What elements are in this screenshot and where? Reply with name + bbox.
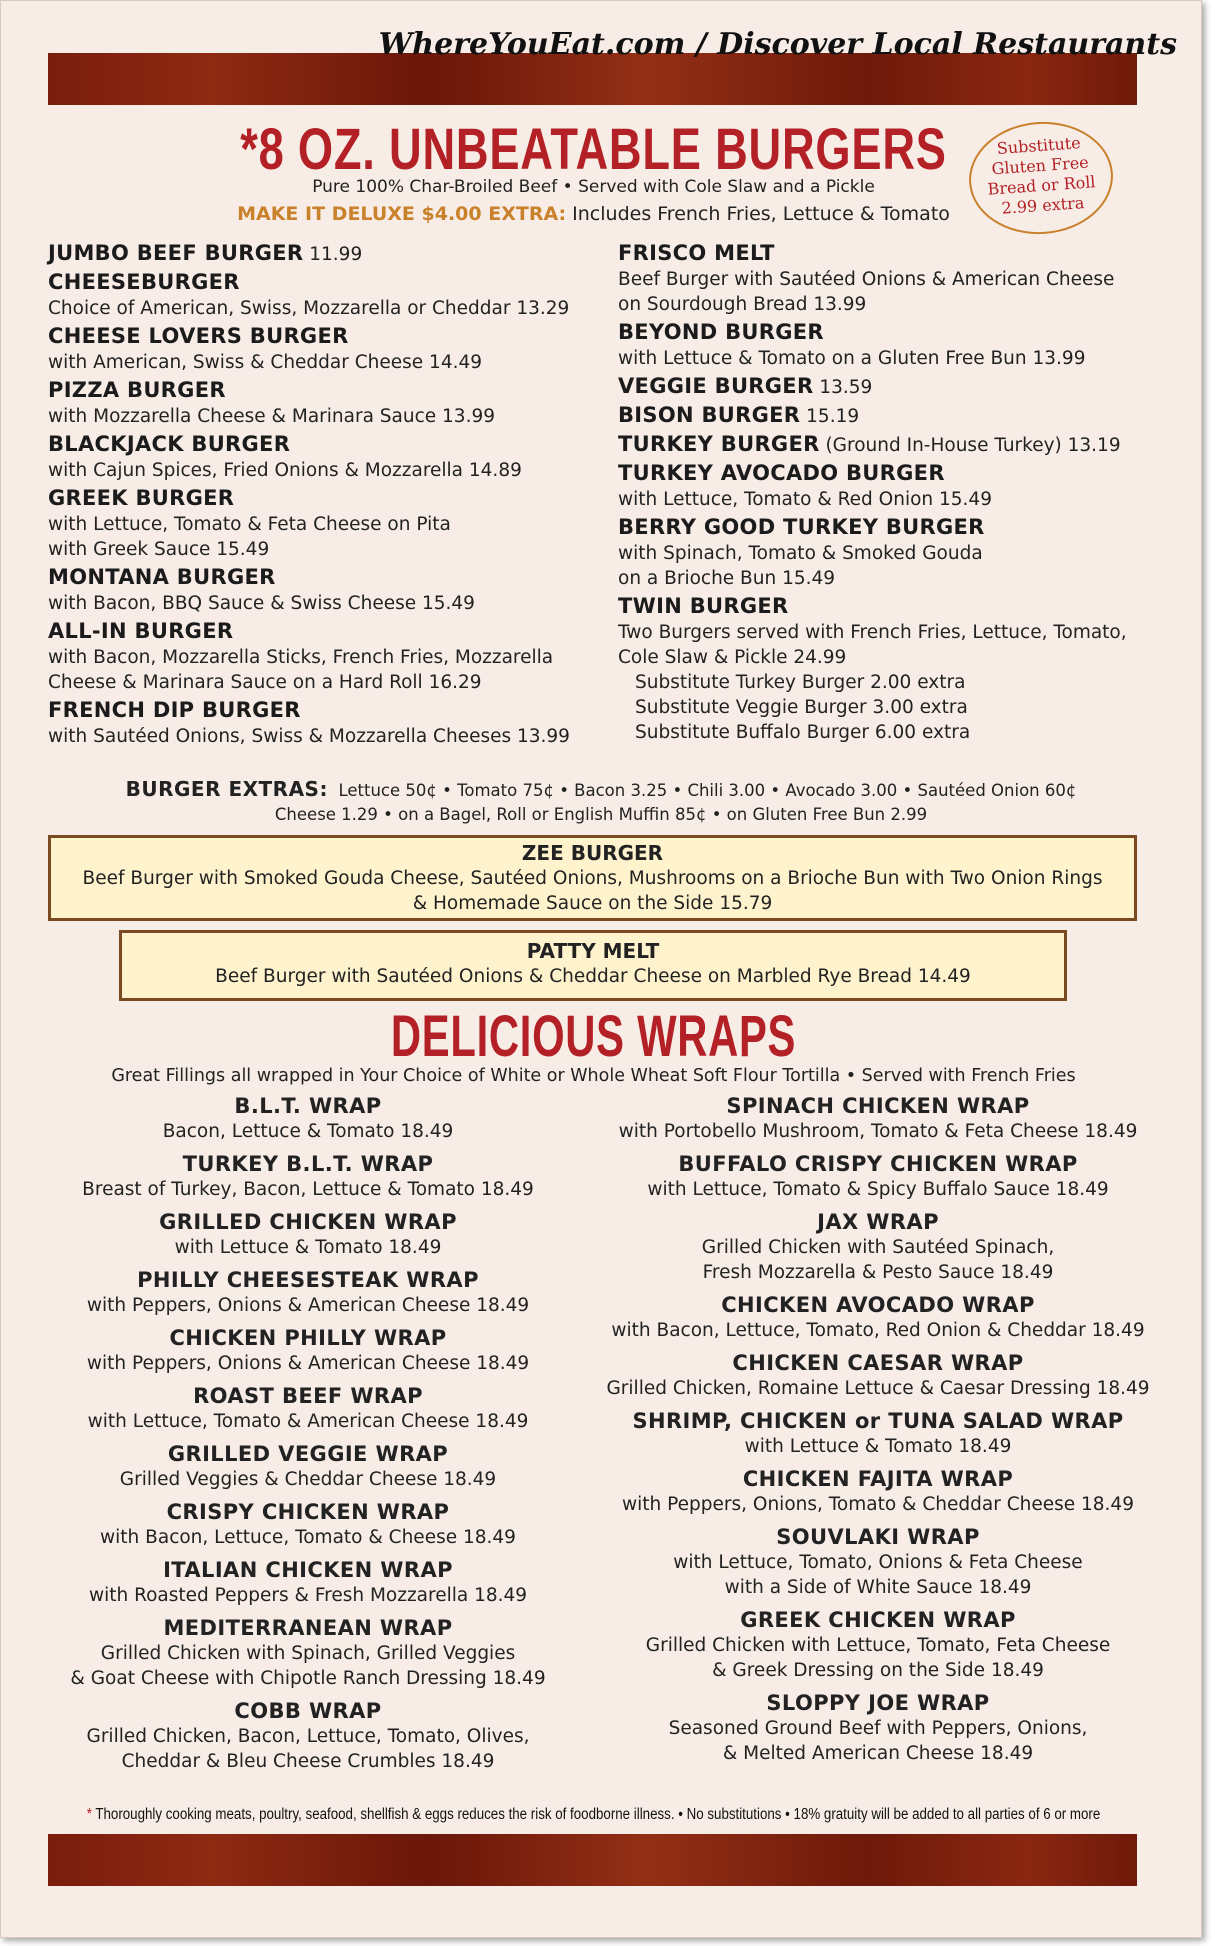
menu-item xyxy=(48,619,608,695)
menu-item-name: PIZZA BURGER xyxy=(48,378,226,402)
zee-burger-name: ZEE BURGER xyxy=(521,841,664,865)
wrap-item-desc: with Peppers, Onions, Tomato & Cheddar Cheese 18.49 xyxy=(622,1494,1134,1515)
patty-melt-box xyxy=(119,930,1067,1001)
footnote xyxy=(84,1806,1103,1824)
wrap-item-desc: with Roasted Peppers & Fresh Mozzarella 18.49 xyxy=(88,1585,528,1606)
wrap-item xyxy=(598,1608,1158,1683)
menu-item-desc: with Lettuce & Tomato on a Gluten Free Bun 13.99 xyxy=(618,348,1086,369)
wrap-item-name: COBB WRAP xyxy=(234,1699,382,1723)
wrap-item xyxy=(48,1616,568,1691)
site-title[interactable]: WhereYouEat.com / Discover Local Restaurants xyxy=(378,27,1177,62)
menu-item-desc: on Sourdough Bread 13.99 xyxy=(618,294,867,315)
gf-line: Substitute xyxy=(996,133,1082,158)
wrap-list-left xyxy=(48,1094,568,1782)
menu-item-desc: Two Burgers served with French Fries, Lettuce, Tomato, xyxy=(618,622,1127,643)
wrap-item xyxy=(598,1525,1158,1600)
menu-item-name: MONTANA BURGER xyxy=(48,565,276,589)
menu-item xyxy=(618,594,1178,745)
wrap-item-name: ITALIAN CHICKEN WRAP xyxy=(163,1558,453,1582)
menu-item-desc: with Lettuce, Tomato & Red Onion 15.49 xyxy=(618,489,992,510)
menu-item-desc: with Sautéed Onions, Swiss & Mozzarella Cheeses 13.99 xyxy=(48,726,570,747)
menu-item-inline: (Ground In-House Turkey) 13.19 xyxy=(825,435,1121,456)
wrap-item xyxy=(48,1326,568,1376)
wrap-item-name: JAX WRAP xyxy=(817,1210,939,1234)
menu-item-desc: with American, Swiss & Cheddar Cheese 14.49 xyxy=(48,352,483,373)
wrap-item-name: SHRIMP, CHICKEN or TUNA SALAD WRAP xyxy=(632,1409,1124,1433)
wrap-item-desc: Breast of Turkey, Bacon, Lettuce & Tomato 18.49 xyxy=(82,1179,534,1200)
deluxe-label: MAKE IT DELUXE $4.00 EXTRA: xyxy=(237,203,567,225)
wrap-item xyxy=(48,1210,568,1260)
menu-item-desc: with Spinach, Tomato & Smoked Gouda xyxy=(618,543,983,564)
wrap-item xyxy=(598,1210,1158,1285)
patty-melt-desc: Beef Burger with Sautéed Onions & Cheddar Cheese on Marbled Rye Bread 14.49 xyxy=(215,966,971,987)
wrap-item xyxy=(48,1152,568,1202)
wrap-item xyxy=(48,1268,568,1318)
wrap-item xyxy=(48,1384,568,1434)
zee-burger-desc-1: Beef Burger with Smoked Gouda Cheese, Sautéed Onions, Mushrooms on a Brioche Bun with Two Onion Rings xyxy=(82,868,1103,889)
menu-item-desc: Beef Burger with Sautéed Onions & American Cheese xyxy=(618,269,1115,290)
wrap-item-desc: & Goat Cheese with Chipotle Ranch Dressing 18.49 xyxy=(70,1668,546,1689)
menu-item xyxy=(48,432,608,483)
menu-item-name: FRENCH DIP BURGER xyxy=(48,698,301,722)
menu-item xyxy=(618,374,1178,400)
burger-extras xyxy=(1,777,1201,827)
patty-melt-name: PATTY MELT xyxy=(526,939,660,963)
wrap-item-desc: Grilled Chicken with Lettuce, Tomato, Feta Cheese xyxy=(645,1635,1111,1656)
menu-item-desc: with Bacon, BBQ Sauce & Swiss Cheese 15.49 xyxy=(48,593,475,614)
wrap-item-desc: with Peppers, Onions & American Cheese 18.49 xyxy=(86,1353,530,1374)
wrap-item-desc: Grilled Chicken, Romaine Lettuce & Caesar Dressing 18.49 xyxy=(606,1378,1150,1399)
wrap-item xyxy=(598,1094,1158,1144)
menu-item xyxy=(48,565,608,616)
wrap-item-desc: Fresh Mozzarella & Pesto Sauce 18.49 xyxy=(702,1262,1054,1283)
wrap-item-name: SOUVLAKI WRAP xyxy=(776,1525,980,1549)
wrap-item-name: GREEK CHICKEN WRAP xyxy=(740,1608,1016,1632)
wrap-item xyxy=(598,1152,1158,1202)
menu-item-desc: Cheese & Marinara Sauce on a Hard Roll 16.29 xyxy=(48,672,482,693)
menu-item-name: CHEESE LOVERS BURGER xyxy=(48,324,349,348)
wrap-item-name: B.L.T. WRAP xyxy=(234,1094,382,1118)
menu-item xyxy=(48,324,608,375)
wrap-item-desc: Grilled Chicken with Sautéed Spinach, xyxy=(701,1237,1055,1258)
wrap-item-name: CHICKEN CAESAR WRAP xyxy=(732,1351,1024,1375)
wrap-item-name: MEDITERRANEAN WRAP xyxy=(163,1616,453,1640)
wrap-item xyxy=(598,1691,1158,1766)
wrap-item-desc: with Bacon, Lettuce, Tomato, Red Onion & Cheddar 18.49 xyxy=(611,1320,1145,1341)
menu-item xyxy=(618,515,1178,591)
twin-substitute-option: Substitute Veggie Burger 3.00 extra xyxy=(635,697,968,718)
wrap-item-desc: Cheddar & Bleu Cheese Crumbles 18.49 xyxy=(121,1751,495,1772)
menu-item-desc: Cole Slaw & Pickle 24.99 xyxy=(618,647,847,668)
menu-item xyxy=(618,403,1178,429)
wrap-item-desc: & Melted American Cheese 18.49 xyxy=(722,1743,1034,1764)
wrap-item-name: ROAST BEEF WRAP xyxy=(193,1384,423,1408)
zee-burger-desc-2: & Homemade Sauce on the Side 15.79 xyxy=(412,893,773,914)
wrap-item-desc: Seasoned Ground Beef with Peppers, Onions, xyxy=(668,1718,1088,1739)
wrap-item-name: CHICKEN FAJITA WRAP xyxy=(742,1467,1014,1491)
wrap-item-desc: with Lettuce & Tomato 18.49 xyxy=(174,1237,442,1258)
menu-item-desc: with Mozzarella Cheese & Marinara Sauce 13.99 xyxy=(48,406,495,427)
menu-item-desc: with Lettuce, Tomato & Feta Cheese on Pita xyxy=(48,514,451,535)
wrap-item-desc: & Greek Dressing on the Side 18.49 xyxy=(712,1660,1044,1681)
wrap-item-desc: Grilled Chicken with Spinach, Grilled Veggies xyxy=(100,1643,516,1664)
menu-item xyxy=(618,432,1178,458)
burger-list-right xyxy=(618,241,1178,748)
menu-item xyxy=(48,270,608,321)
menu-item xyxy=(48,698,608,749)
burgers-subtitle: Pure 100% Char-Broiled Beef • Served with Cole Slaw and a Pickle xyxy=(312,177,875,197)
menu-item-name: VEGGIE BURGER xyxy=(618,374,814,398)
menu-item-desc: with Cajun Spices, Fried Onions & Mozzarella 14.89 xyxy=(48,460,522,481)
menu-item-name: BLACKJACK BURGER xyxy=(48,432,291,456)
wrap-item-desc: with Portobello Mushroom, Tomato & Feta Cheese 18.49 xyxy=(618,1121,1138,1142)
wrap-item-desc: with Peppers, Onions & American Cheese 18.49 xyxy=(86,1295,530,1316)
extras-line-1 xyxy=(1,777,1201,803)
menu-item-name: JUMBO BEEF BURGER xyxy=(48,241,304,265)
wraps-subtitle: Great Fillings all wrapped in Your Choice of White or Whole Wheat Soft Flour Tortilla • Served with French Fries xyxy=(111,1066,1076,1086)
wrap-item-desc: Bacon, Lettuce & Tomato 18.49 xyxy=(162,1121,454,1142)
menu-item-name: BEYOND BURGER xyxy=(618,320,824,344)
wrap-item-name: CRISPY CHICKEN WRAP xyxy=(166,1500,450,1524)
twin-substitute-option: Substitute Buffalo Burger 6.00 extra xyxy=(635,722,971,743)
menu-item xyxy=(618,320,1178,371)
wrap-item-desc: with Lettuce, Tomato, Onions & Feta Cheese xyxy=(673,1552,1083,1573)
wrap-item-name: SPINACH CHICKEN WRAP xyxy=(726,1094,1030,1118)
menu-item xyxy=(48,486,608,562)
wrap-item-name: CHICKEN PHILLY WRAP xyxy=(169,1326,447,1350)
wrap-item xyxy=(48,1699,568,1774)
wrap-item xyxy=(48,1500,568,1550)
wrap-item-name: CHICKEN AVOCADO WRAP xyxy=(721,1293,1035,1317)
wrap-item-name: GRILLED VEGGIE WRAP xyxy=(167,1442,449,1466)
wrap-item xyxy=(598,1293,1158,1343)
asterisk-mark: * xyxy=(240,117,259,182)
menu-item-desc: with Greek Sauce 15.49 xyxy=(48,539,270,560)
menu-item-name: TURKEY AVOCADO BURGER xyxy=(618,461,945,485)
burgers-section-title xyxy=(131,116,1055,183)
wrap-item xyxy=(598,1351,1158,1401)
menu-item xyxy=(618,241,1178,317)
menu-item xyxy=(48,378,608,429)
menu-item-name: CHEESEBURGER xyxy=(48,270,240,294)
burger-list-left xyxy=(48,241,608,752)
menu-item xyxy=(618,461,1178,512)
wrap-item-name: GRILLED CHICKEN WRAP xyxy=(159,1210,457,1234)
wrap-list-right xyxy=(598,1094,1158,1774)
wrap-item-name: BUFFALO CRISPY CHICKEN WRAP xyxy=(678,1152,1078,1176)
menu-item-name: TWIN BURGER xyxy=(618,594,789,618)
extras-label: BURGER EXTRAS: xyxy=(125,777,328,801)
wrap-item-name: TURKEY B.L.T. WRAP xyxy=(182,1152,434,1176)
wraps-section-title: DELICIOUS WRAPS xyxy=(390,1004,797,1069)
menu-item-desc: Choice of American, Swiss, Mozzarella or Cheddar 13.29 xyxy=(48,298,570,319)
menu-item xyxy=(48,241,608,267)
footnote-asterisk: * xyxy=(86,1806,92,1823)
extras-text-1: Lettuce 50¢ • Tomato 75¢ • Bacon 3.25 • Chili 3.00 • Avocado 3.00 • Sautéed Onion 60¢ xyxy=(338,781,1077,800)
wrap-item-desc: with Bacon, Lettuce, Tomato & Cheese 18.49 xyxy=(100,1527,516,1548)
zee-burger-box xyxy=(48,835,1137,921)
burgers-title-text: 8 OZ. UNBEATABLE BURGERS xyxy=(258,117,947,182)
gf-line: Bread or Roll xyxy=(986,172,1097,199)
extras-line-2: Cheese 1.29 • on a Bagel, Roll or English Muffin 85¢ • on Gluten Free Bun 2.99 xyxy=(274,805,928,824)
wrap-item xyxy=(598,1467,1158,1517)
bottom-wood-band xyxy=(48,1834,1137,1886)
wrap-item-desc: with Lettuce, Tomato & Spicy Buffalo Sauce 18.49 xyxy=(647,1179,1109,1200)
deluxe-text: Includes French Fries, Lettuce & Tomato xyxy=(572,203,950,225)
menu-item-name: ALL-IN BURGER xyxy=(48,619,234,643)
twin-substitute-option: Substitute Turkey Burger 2.00 extra xyxy=(635,672,966,693)
wrap-item-desc: Grilled Veggies & Cheddar Cheese 18.49 xyxy=(119,1469,497,1490)
footnote-text: Thoroughly cooking meats, poultry, seafood, shellfish & eggs reduces the risk of foodborne illness. • No substitutions • 18% gratuity will be added to all parties of 6 or more xyxy=(95,1806,1101,1823)
menu-item-name: TURKEY BURGER xyxy=(618,432,820,456)
menu-item-inline: 13.59 xyxy=(819,377,873,398)
menu-item-inline: 15.19 xyxy=(806,406,860,427)
wrap-item xyxy=(48,1558,568,1608)
wrap-item-desc: with a Side of White Sauce 18.49 xyxy=(724,1577,1032,1598)
menu-item-name: GREEK BURGER xyxy=(48,486,235,510)
gf-line: Gluten Free xyxy=(990,152,1090,179)
wrap-item-name: PHILLY CHEESESTEAK WRAP xyxy=(137,1268,479,1292)
menu-item-name: FRISCO MELT xyxy=(618,241,775,265)
wrap-item-desc: with Lettuce & Tomato 18.49 xyxy=(744,1436,1012,1457)
menu-item-name: BISON BURGER xyxy=(618,403,801,427)
wrap-item-desc: Grilled Chicken, Bacon, Lettuce, Tomato, Olives, xyxy=(86,1726,530,1747)
wrap-item xyxy=(48,1094,568,1144)
menu-item-name: BERRY GOOD TURKEY BURGER xyxy=(618,515,985,539)
menu-item-desc: on a Brioche Bun 15.49 xyxy=(618,568,836,589)
gf-line: 2.99 extra xyxy=(1000,193,1085,218)
menu-item-inline: 11.99 xyxy=(309,244,363,265)
menu-item-desc: with Bacon, Mozzarella Sticks, French Fries, Mozzarella xyxy=(48,647,554,668)
wrap-item-desc: with Lettuce, Tomato & American Cheese 18.49 xyxy=(87,1411,529,1432)
wrap-item-name: SLOPPY JOE WRAP xyxy=(766,1691,990,1715)
wrap-item xyxy=(48,1442,568,1492)
wrap-item xyxy=(598,1409,1158,1459)
